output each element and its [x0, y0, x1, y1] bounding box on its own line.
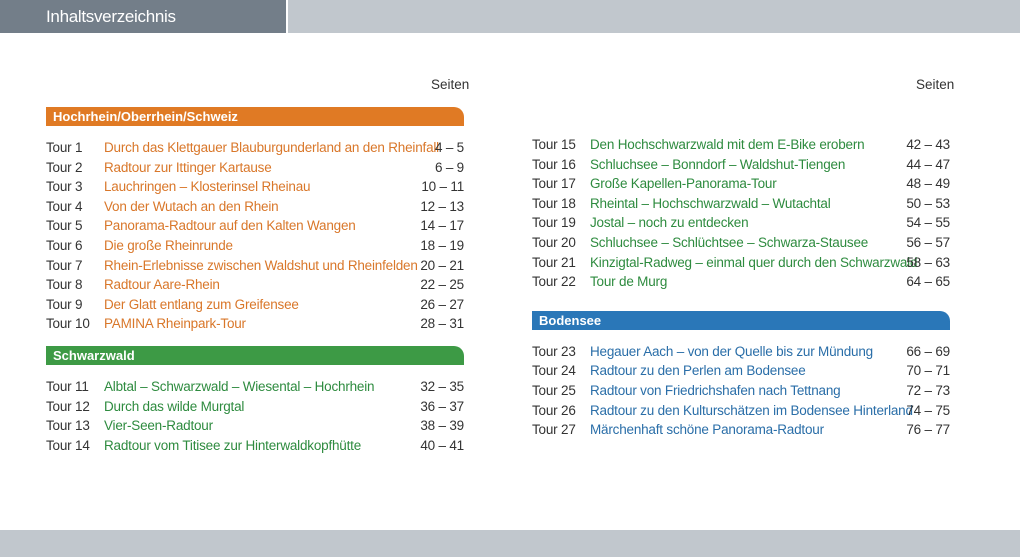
- tour-number: Tour 24: [532, 363, 576, 379]
- toc-entry[interactable]: [46, 158, 464, 178]
- toc-entry[interactable]: [532, 253, 950, 273]
- page-range: 42 – 43: [906, 137, 950, 152]
- tour-number: Tour 10: [46, 316, 90, 332]
- tour-title[interactable]: Große Kapellen-Panorama-Tour: [590, 176, 777, 192]
- header-bar-filler: [288, 0, 1020, 33]
- tour-title[interactable]: Schluchsee – Bonndorf – Waldshut-Tiengen: [590, 156, 846, 172]
- page-range: 48 – 49: [906, 176, 950, 192]
- tour-number: Tour 17: [532, 176, 576, 192]
- toc-entry[interactable]: [532, 174, 950, 194]
- page-range: 36 – 37: [420, 398, 464, 414]
- tour-title[interactable]: PAMINA Rheinpark-Tour: [104, 316, 246, 332]
- tour-number: Tour 3: [46, 179, 83, 195]
- toc-entry[interactable]: [532, 401, 950, 421]
- toc-entry[interactable]: [532, 342, 950, 362]
- header-bar: [0, 0, 1020, 33]
- tour-number: Tour 27: [532, 422, 576, 438]
- tour-title[interactable]: Durch das wilde Murgtal: [104, 398, 245, 414]
- tour-title[interactable]: Radtour zu den Perlen am Bodensee: [590, 363, 806, 379]
- toc-entry[interactable]: [532, 155, 950, 175]
- tour-title[interactable]: Der Glatt entlang zum Greifensee: [104, 296, 299, 312]
- page-range: 12 – 13: [420, 198, 464, 214]
- tour-number: Tour 6: [46, 237, 83, 253]
- page-range: 66 – 69: [906, 343, 950, 359]
- tour-number: Tour 8: [46, 277, 83, 293]
- tour-title[interactable]: Vier-Seen-Radtour: [104, 418, 213, 434]
- tour-number: Tour 5: [46, 218, 83, 234]
- toc-entry[interactable]: [46, 295, 464, 315]
- tour-title[interactable]: Radtour vom Titisee zur Hinterwaldkopfhütte: [104, 437, 362, 453]
- tour-title[interactable]: Lauchringen – Klosterinsel Rheinau: [104, 179, 311, 195]
- page-range: 64 – 65: [906, 274, 950, 290]
- page-range: 56 – 57: [906, 234, 950, 250]
- tour-number: Tour 9: [46, 296, 83, 312]
- page-range: 76 – 77: [906, 422, 950, 438]
- toc-entry[interactable]: [532, 361, 950, 381]
- tour-title[interactable]: Von der Wutach an den Rhein: [104, 198, 279, 214]
- tour-number: Tour 19: [532, 215, 576, 231]
- page-range: 26 – 27: [420, 296, 464, 312]
- page-range: 74 – 75: [906, 402, 950, 418]
- tour-title[interactable]: Radtour zu den Kulturschätzen im Bodensee Hinterland: [590, 402, 913, 418]
- toc-right-column: [532, 135, 950, 440]
- tour-number: Tour 26: [532, 402, 576, 418]
- toc-entry[interactable]: [46, 177, 464, 197]
- tour-title[interactable]: Panorama-Radtour auf den Kalten Wangen: [104, 218, 356, 234]
- tour-number: Tour 18: [532, 195, 576, 211]
- tour-title[interactable]: Radtour zur Ittinger Kartause: [104, 159, 272, 175]
- page-range: 50 – 53: [906, 195, 950, 211]
- section-header-bodensee: Bodensee: [532, 311, 950, 330]
- section-header-schwarzwald: Schwarzwald: [46, 346, 464, 365]
- toc-entry[interactable]: [532, 213, 950, 233]
- tour-number: Tour 15: [532, 137, 576, 152]
- section-header-hochrhein: Hochrhein/Oberrhein/Schweiz: [46, 107, 464, 126]
- toc-entry[interactable]: [532, 420, 950, 440]
- page-range: 4 – 5: [434, 140, 464, 155]
- toc-entry[interactable]: [46, 236, 464, 256]
- page-range: 32 – 35: [420, 378, 464, 394]
- page-range: 28 – 31: [420, 316, 464, 332]
- page-range: 58 – 63: [906, 254, 950, 270]
- toc-entry[interactable]: [532, 381, 950, 401]
- tour-title[interactable]: Die große Rheinrunde: [104, 237, 233, 253]
- page-range: 54 – 55: [906, 215, 950, 231]
- tour-number: Tour 7: [46, 257, 83, 273]
- pages-label-right: Seiten: [916, 77, 955, 92]
- tour-title[interactable]: Radtour von Friedrichshafen nach Tettnang: [590, 382, 841, 398]
- page-range: 14 – 17: [420, 218, 464, 234]
- tour-number: Tour 23: [532, 343, 576, 359]
- page-range: 38 – 39: [420, 418, 464, 434]
- page-range: 70 – 71: [906, 363, 950, 379]
- page-range: 18 – 19: [420, 237, 464, 253]
- toc-entry[interactable]: [532, 194, 950, 214]
- tour-title[interactable]: Schluchsee – Schlüchtsee – Schwarza-Stausee: [590, 234, 869, 250]
- page-range: 40 – 41: [420, 437, 464, 453]
- toc-entry[interactable]: [46, 436, 464, 456]
- toc-entry[interactable]: [46, 314, 464, 334]
- tour-title[interactable]: Den Hochschwarzwald mit dem E-Bike erobern: [590, 137, 865, 152]
- tour-title[interactable]: Rheintal – Hochschwarzwald – Wutachtal: [590, 195, 831, 211]
- toc-left-column: [46, 107, 464, 455]
- tour-title[interactable]: Radtour Aare-Rhein: [104, 277, 220, 293]
- tour-number: Tour 2: [46, 159, 83, 175]
- tour-title[interactable]: Albtal – Schwarzwald – Wiesental – Hochrhein: [104, 378, 375, 394]
- tour-title[interactable]: Tour de Murg: [590, 274, 668, 290]
- tour-number: Tour 25: [532, 382, 576, 398]
- toc-entry[interactable]: [46, 397, 464, 417]
- tour-number: Tour 22: [532, 274, 576, 290]
- toc-entry[interactable]: [46, 197, 464, 217]
- tour-number: Tour 13: [46, 418, 90, 434]
- tour-title[interactable]: Märchenhaft schöne Panorama-Radtour: [590, 422, 824, 438]
- tour-number: Tour 1: [46, 140, 83, 155]
- section-gap: [532, 292, 950, 311]
- tour-title[interactable]: Jostal – noch zu entdecken: [590, 215, 749, 231]
- section-gap: [46, 334, 464, 346]
- page-range: 44 – 47: [906, 156, 950, 172]
- toc-entry[interactable]: [46, 256, 464, 276]
- page-range: 10 – 11: [421, 179, 464, 195]
- toc-entry[interactable]: [46, 275, 464, 295]
- tour-title[interactable]: Rhein-Erlebnisse zwischen Waldshut und Rheinfelden: [104, 257, 418, 273]
- toc-entry[interactable]: [46, 216, 464, 236]
- toc-entry[interactable]: [532, 135, 950, 155]
- tour-number: Tour 11: [46, 378, 89, 394]
- footer-bar: [0, 530, 1020, 557]
- page-title: Inhaltsverzeichnis: [0, 0, 286, 33]
- page-range: 6 – 9: [434, 159, 464, 175]
- tour-title[interactable]: Kinzigtal-Radweg – einmal quer durch den Schwarzwald: [590, 254, 918, 270]
- page-range: 22 – 25: [420, 277, 464, 293]
- page-range: 72 – 73: [906, 382, 950, 398]
- tour-number: Tour 12: [46, 398, 90, 414]
- tour-number: Tour 4: [46, 198, 83, 214]
- page-range: 20 – 21: [420, 257, 464, 273]
- tour-number: Tour 16: [532, 156, 576, 172]
- toc-entry[interactable]: [46, 377, 464, 397]
- toc-entry[interactable]: [46, 138, 464, 158]
- toc-entry[interactable]: [532, 272, 950, 292]
- tour-title[interactable]: Hegauer Aach – von der Quelle bis zur Mündung: [590, 343, 873, 359]
- pages-label-left: Seiten: [431, 77, 470, 92]
- tour-number: Tour 14: [46, 437, 90, 453]
- toc-entry[interactable]: [532, 233, 950, 253]
- tour-number: Tour 21: [532, 254, 576, 270]
- tour-title[interactable]: Durch das Klettgauer Blauburgunderland an den Rheinfall: [104, 140, 439, 155]
- toc-entry[interactable]: [46, 416, 464, 436]
- tour-number: Tour 20: [532, 234, 576, 250]
